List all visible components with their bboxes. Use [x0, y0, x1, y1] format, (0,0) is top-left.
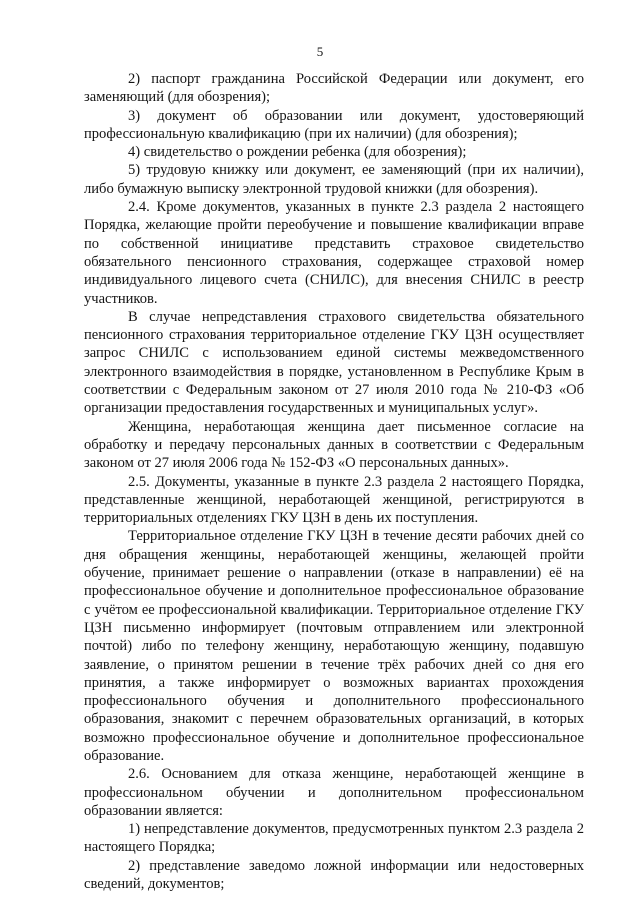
paragraph-work-book: 5) трудовую книжку или документ, ее заменяющий (при их наличии), либо бумажную выписку электронной трудовой книжки (для обозрения).: [84, 162, 584, 197]
paragraph-birth-certificate: 4) свидетельство о рождении ребенка (для обозрения);: [128, 144, 467, 161]
paragraph-2-6: 2.6. Основанием для отказа женщине, неработающей женщине в профессиональном обучении и дополнительном профессиональном образовании является:: [84, 766, 584, 819]
paragraph-snils-request: В случае непредставления страхового свидетельства обязательного пенсионного страхования территориальное отделение ГКУ ЦЗН осуществляет запрос СНИЛС с использованием единой системы межведомственного электронного взаимодействия в порядке, установленном в Республике Крым в соответствии с Федеральным законом от 27 июля 2010 года № 210-ФЗ «Об организации предоставления государственных и муниципальных услуг».: [84, 308, 584, 417]
document-body: [84, 70, 584, 893]
page-number: 5: [316, 44, 324, 59]
paragraph-passport: 2) паспорт гражданина Российской Федерации или документ, его заменяющий (для обозрения);: [84, 71, 584, 106]
paragraph-2-5: 2.5. Документы, указанные в пункте 2.3 раздела 2 настоящего Порядка, представленные женщиной, неработающей женщиной, регистрируются в территориальных отделениях ГКУ ЦЗН в день их поступления.: [84, 473, 584, 527]
paragraph-personal-data-consent: Женщина, неработающая женщина дает письменное согласие на обработку и передачу персональных данных в соответствии с Федеральным законом от 27 июля 2006 года № 152-ФЗ «О персональных данных».: [84, 418, 584, 472]
paragraph-2-4: 2.4. Кроме документов, указанных в пункте 2.3 раздела 2 настоящего Порядка, желающие пройти переобучение и повышение квалификации вправе по собственной инициативе представить страховое свидетельство обязательного пенсионного страхования, содержащее страховой номер индивидуального лицевого счета (СНИЛС), для внесения СНИЛС в реестр участников.: [84, 199, 584, 307]
paragraph-education-document: 3) документ об образовании или документ, удостоверяющий профессиональную квалификацию (при их наличии) (для обозрения);: [84, 107, 584, 142]
paragraph-refusal-reason-2: 2) представление заведомо ложной информации или недостоверных сведений, документов;: [84, 857, 584, 893]
paragraph-refusal-reason-1: 1) непредставление документов, предусмотренных пунктом 2.3 раздела 2 настоящего Порядка;: [84, 821, 584, 856]
paragraph-decision: Территориальное отделение ГКУ ЦЗН в течение десяти рабочих дней со дня обращения женщины, неработающей женщины, желающей пройти обучение, принимает решение о направлении (отказе в направлении) её на профессиональное обучение и дополнительное профессиональное образование с учётом ее профессиональной квалификации. Территориальное отделение ГКУ ЦЗН письменно информирует (почтовым отправлением или электронной почтой) либо по телефону женщину, неработающую женщину, подавшую заявление, о принятом решении в течение трёх рабочих дней со дня его принятия, а также информирует о возможных вариантах прохождения профессионального обучения и дополнительного профессионального образования, знакомит с перечнем образовательных организаций, в которых возможно профессиональное обучение и дополнительное профессиональное образование.: [84, 528, 584, 764]
